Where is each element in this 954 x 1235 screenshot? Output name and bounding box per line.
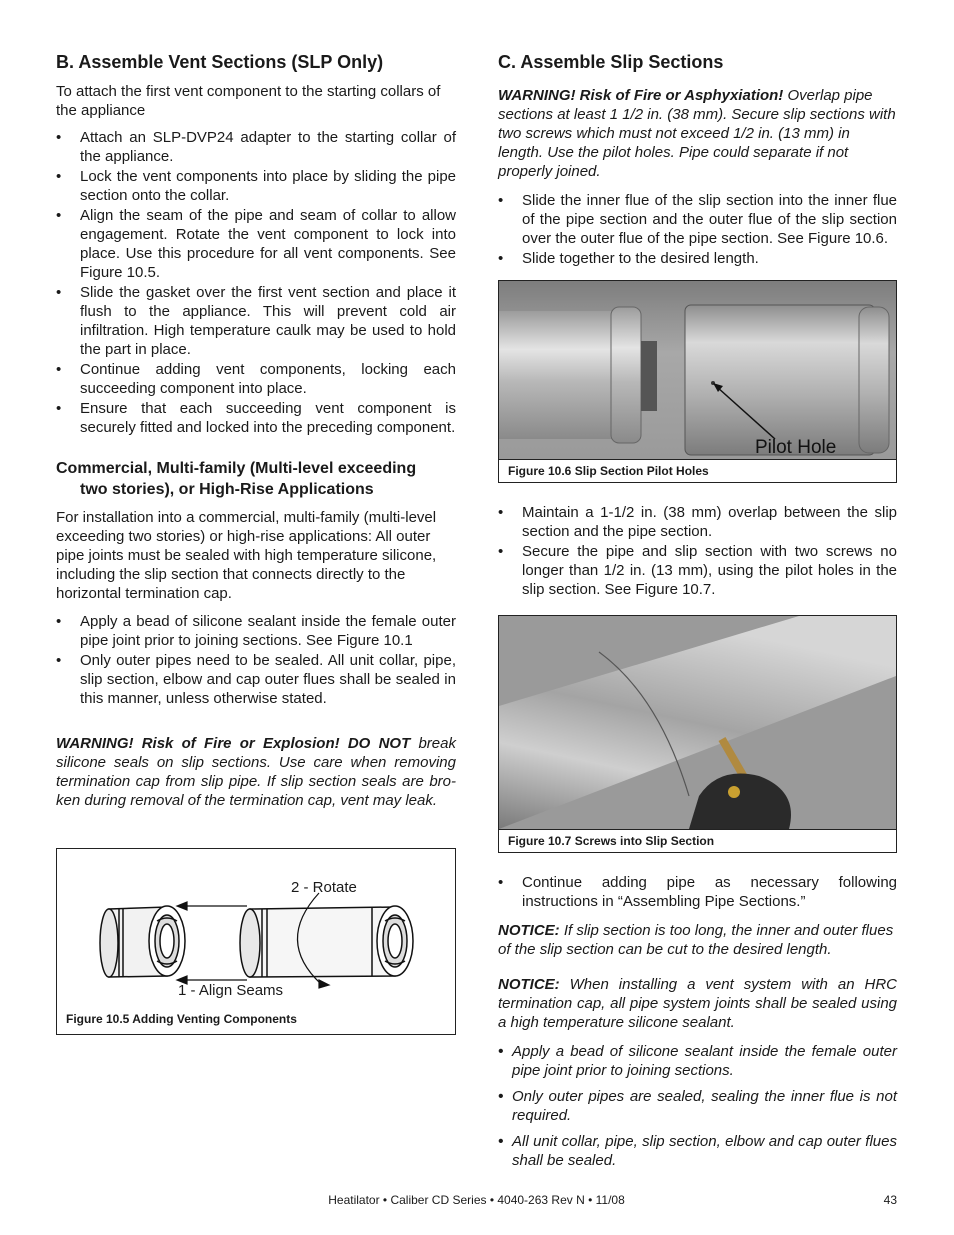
list-item: • Attach an SLP-DVP24 adapter to the starting collar of the appliance. bbox=[56, 129, 456, 165]
vent-pipe-section bbox=[240, 906, 413, 977]
list-item: • Slide the gasket over the first vent section and place it flush to the appliance. This will prevent cold air infiltration. High temperature caulk may be used to hold the part in place. bbox=[56, 284, 456, 358]
section-b-intro: To attach the first vent component to the starting collars of the appliance bbox=[56, 83, 441, 119]
list-item: • Lock the vent components into place by sliding the pipe section onto the collar. bbox=[56, 168, 456, 204]
section-c-bullets bbox=[498, 191, 897, 268]
list-item: • Continue adding pipe as necessary following instructions in “Assembling Pipe Sections.” bbox=[498, 874, 897, 910]
list-item: • Align the seam of the pipe and seam of collar to allow engagement. Rotate the vent component to lock into place. Use this procedure for all vent components. See Figure 10.5. bbox=[56, 207, 456, 281]
align-seams-label: 1 - Align Seams bbox=[178, 982, 284, 999]
figure-caption: Figure 10.5 Adding Venting Components bbox=[66, 1012, 297, 1026]
list-item: • Continue adding vent components, locking each succeeding component into place. bbox=[56, 361, 456, 397]
section-b-heading: B. Assemble Vent Sections (SLP Only) bbox=[56, 52, 384, 72]
list-item: • Apply a bead of silicone sealant inside the female outer pipe joint prior to joining sections. bbox=[498, 1043, 897, 1079]
starting-collar-pipe bbox=[100, 906, 185, 977]
continue-bullets bbox=[498, 873, 897, 911]
commercial-heading: Commercial, Multi-family (Multi-level exceeding two stories), or High-Rise Applications bbox=[56, 460, 417, 498]
figure-10-5 bbox=[56, 848, 456, 1035]
fire-asphyxiation-warning: WARNING! Risk of Fire or Asphyxiation! Overlap pipe sections at least 1 1/2 in. (38 mm). Secure slip sections with two screws which must not exceed 1/2 in. (13 mm) in length. Use the pilot holes. Pipe could separate if not properly joined. bbox=[498, 87, 896, 180]
notice-slip-section: NOTICE: If slip section is too long, the inner and outer flues of the slip section can be cut to the desired length. bbox=[498, 922, 894, 958]
figure-10-6 bbox=[498, 280, 897, 483]
section-c-heading: C. Assemble Slip Sections bbox=[498, 52, 724, 72]
commercial-bullets bbox=[56, 612, 456, 708]
figure-caption: Figure 10.6 Slip Section Pilot Holes bbox=[499, 459, 896, 482]
list-item: • All unit collar, pipe, slip section, elbow and cap outer flues shall be sealed. bbox=[498, 1133, 897, 1169]
list-item: • Ensure that each succeeding vent component is securely fitted and locked into the preceding component. bbox=[56, 400, 456, 436]
list-item: • Slide together to the desired length. bbox=[498, 250, 759, 267]
left-column bbox=[56, 50, 456, 1035]
fire-explosion-warning: WARNING! Risk of Fire or Explosion! DO NOT break silicone seals on slip sections. Use care when removing termination cap from slip pipe. If slip section seals are bro-ken during removal of the termination cap, vent may leak. bbox=[56, 735, 456, 809]
list-item: • Only outer pipes need to be sealed. All unit collar, pipe, slip section, elbow and cap outer flues shall be sealed in this manner, unless otherwise stated. bbox=[56, 652, 456, 707]
footer-text: Heatilator • Caliber CD Series • 4040-263 Rev N • 11/08 bbox=[328, 1193, 625, 1207]
screws-photo bbox=[499, 616, 896, 829]
list-item: • Only outer pipes are sealed, sealing the inner flue is not required. bbox=[498, 1088, 897, 1124]
rotate-label: 2 - Rotate bbox=[291, 879, 357, 896]
commercial-intro: For installation into a commercial, multi-family (multi-level exceeding two stories) or high-rise applications: All outer pipe joints must be sealed with high temperature silicone, including the slip section that connects directly to the horizontal termination cap. bbox=[56, 509, 437, 602]
figure-10-7 bbox=[498, 615, 897, 853]
notice-hrc-cap: NOTICE: When installing a vent system with an HRC termination cap, all pipe system joints shall be sealed using a high temperature silicone sealant. bbox=[498, 976, 897, 1031]
list-item: • Secure the pipe and slip section with two screws no longer than 1/2 in. (13 mm), using the pilot holes in the slip section. See Figure 10.7. bbox=[498, 543, 897, 598]
list-item: • Slide the inner flue of the slip section into the inner flue of the pipe section and the outer flue of the slip section over the outer flue of the pipe section. See Figure 10.6. bbox=[498, 192, 897, 247]
pilot-hole-label: Pilot Hole bbox=[755, 437, 837, 458]
hrc-bullets bbox=[498, 1042, 897, 1170]
list-item: • Maintain a 1-1/2 in. (38 mm) overlap between the slip section and the pipe section. bbox=[498, 504, 897, 540]
pilot-hole-photo bbox=[499, 281, 896, 459]
overlap-bullets bbox=[498, 503, 897, 599]
list-item: • Apply a bead of silicone sealant inside the female outer pipe joint prior to joining sections. See Figure 10.1 bbox=[56, 613, 456, 649]
section-b-bullets bbox=[56, 128, 456, 437]
page-number: 43 bbox=[883, 1193, 897, 1207]
figure-caption: Figure 10.7 Screws into Slip Section bbox=[499, 829, 896, 852]
right-column bbox=[498, 50, 897, 1177]
